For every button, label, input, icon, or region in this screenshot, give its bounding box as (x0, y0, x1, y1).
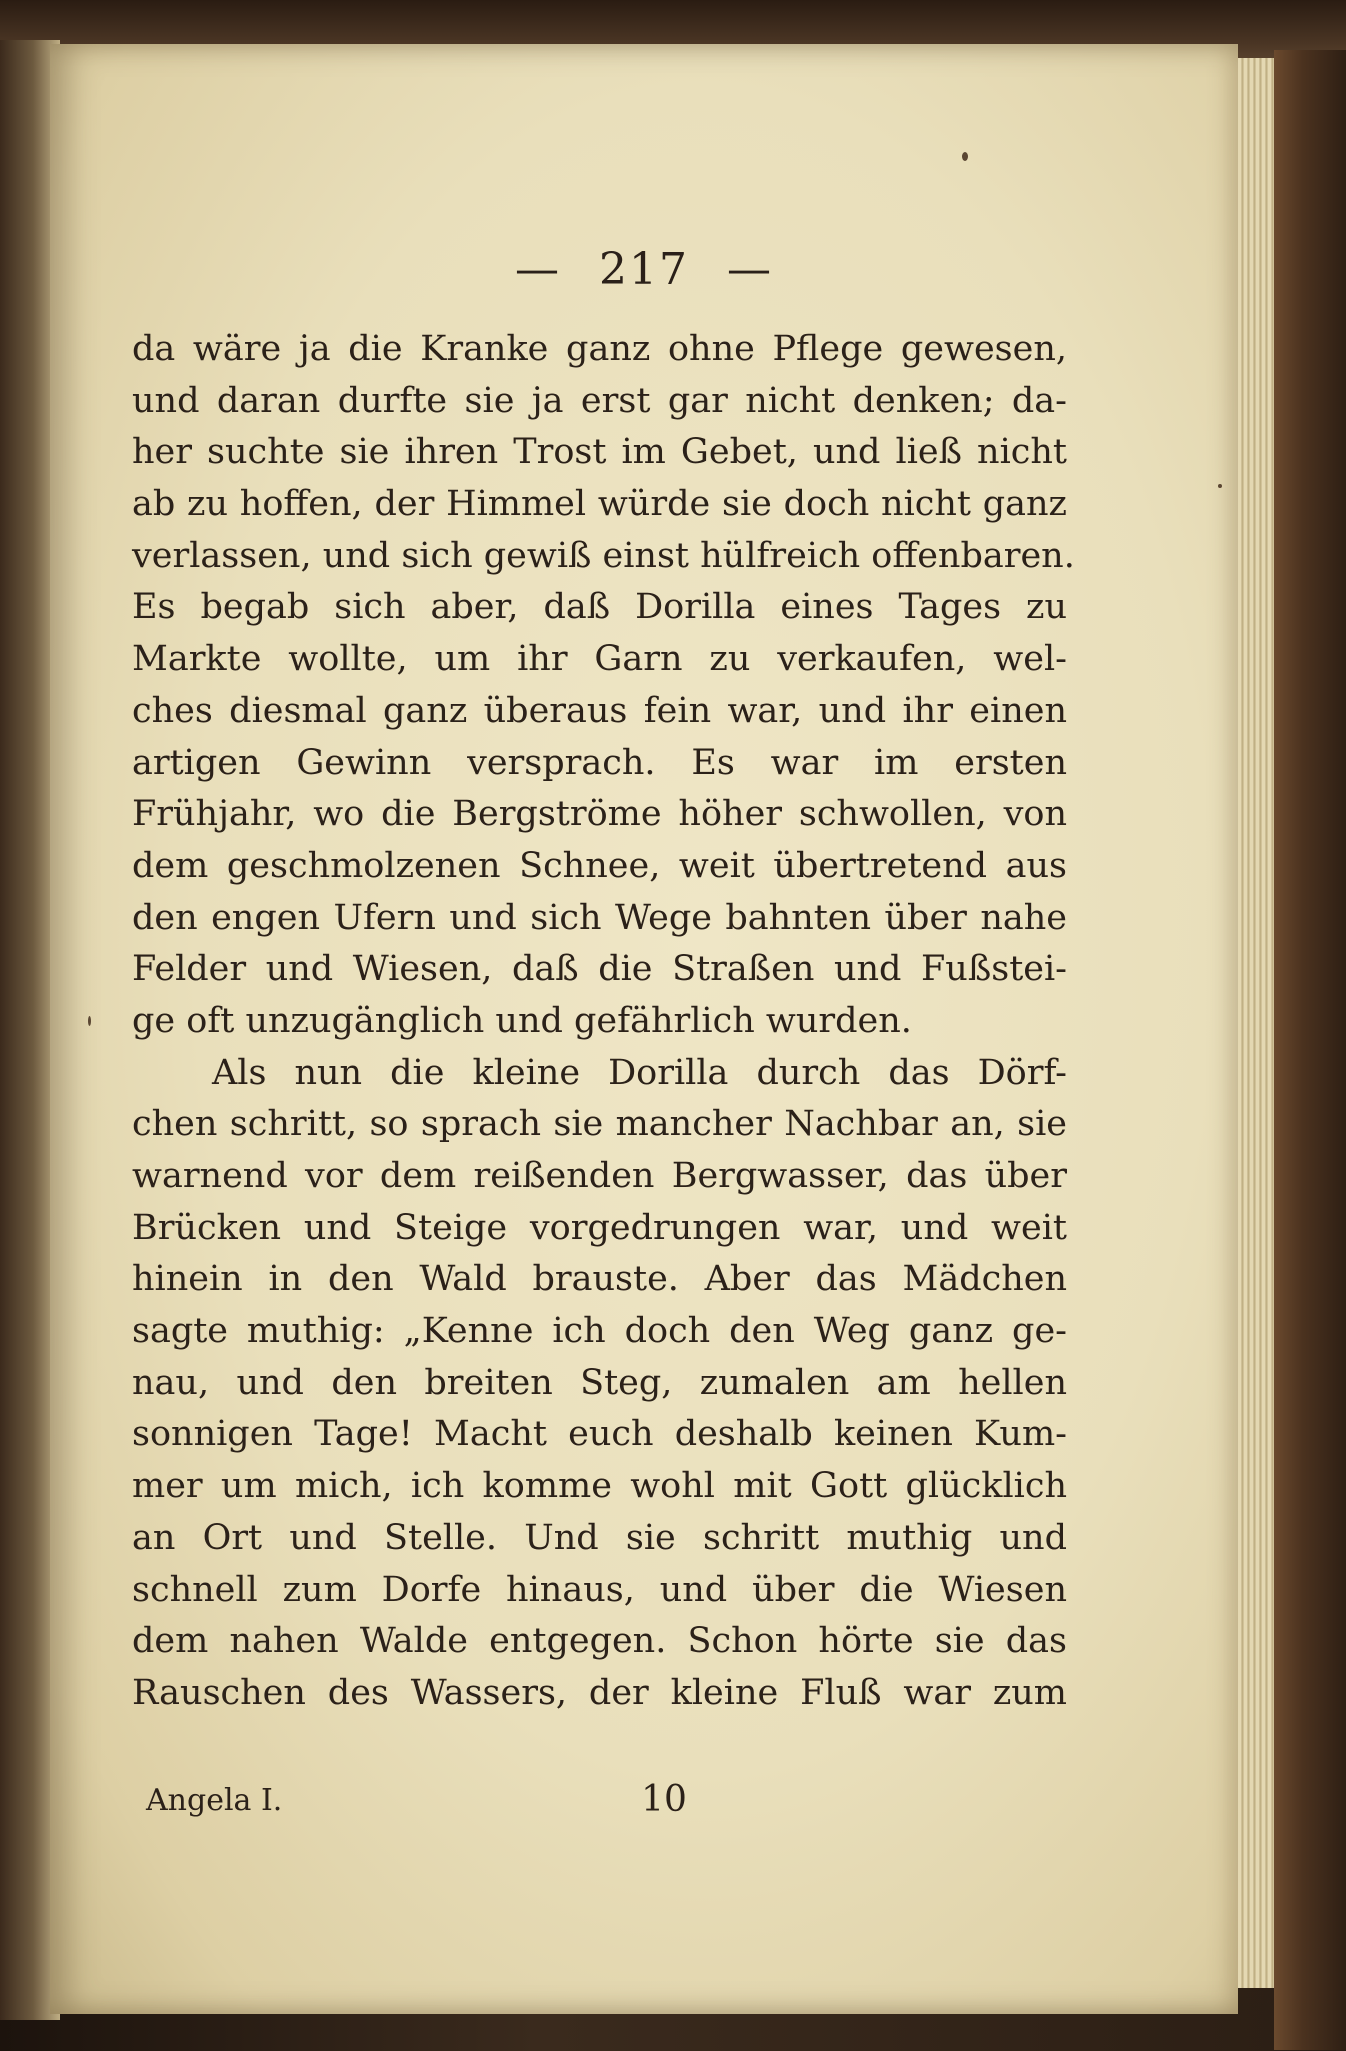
header-dash-left: — (515, 244, 561, 295)
sheet-number: 10 (641, 1779, 687, 1820)
text-line: chen schritt, so sprach sie mancher Nachbar an, sie (132, 1104, 1067, 1145)
page-number: 217 (599, 244, 689, 295)
ink-speck (962, 152, 968, 161)
text-line: dem geschmolzenen Schnee, weit übertretend aus (132, 845, 1067, 886)
text-line: sonnigen Tage! Macht euch deshalb keinen Kum- (132, 1414, 1067, 1455)
ink-speck (88, 1016, 91, 1026)
text-line: warnend vor dem reißenden Bergwasser, das über (132, 1156, 1067, 1196)
page-header (50, 244, 1238, 295)
page-stack-edge (1232, 58, 1274, 1988)
text-line: den engen Ufern und sich Wege bahnten über nahe (132, 897, 1067, 938)
text-line: Es begab sich aber, daß Dorilla eines Tages zu (132, 587, 1067, 628)
text-line: ab zu hoffen, der Himmel würde sie doch nicht ganz (132, 484, 1067, 525)
text-line: schnell zum Dorfe hinaus, und über die Wiesen (132, 1569, 1067, 1610)
text-line: Frühjahr, wo die Bergströme höher schwollen, von (132, 794, 1067, 835)
text-line: da wäre ja die Kranke ganz ohne Pflege gewesen, (132, 329, 1067, 369)
text-line: ches diesmal ganz überaus fein war, und ihr einen (132, 690, 1067, 731)
book-page (50, 44, 1238, 2014)
page-footer (50, 1779, 1238, 1829)
book-cover-right (1274, 50, 1346, 2050)
text-line: Als nun die kleine Dorilla durch das Dörf- (212, 1052, 1067, 1093)
text-line: an Ort und Stelle. Und sie schritt muthig und (132, 1517, 1067, 1558)
printer-signature: Angela I. (146, 1783, 283, 1818)
text-line: hinein in den Wald brauste. Aber das Mädchen (132, 1259, 1067, 1300)
ink-speck (1218, 484, 1222, 488)
text-line: nau, und den breiten Steg, zumalen am hellen (132, 1362, 1067, 1403)
text-line: mer um mich, ich komme wohl mit Gott glücklich (132, 1466, 1067, 1507)
body-text (132, 324, 1075, 1720)
text-line: ge oft unzugänglich und gefährlich wurden. (132, 1000, 912, 1041)
text-line: dem nahen Walde entgegen. Schon hörte sie das (132, 1621, 1067, 1662)
text-line: Rauschen des Wassers, der kleine Fluß war zum (132, 1672, 1067, 1713)
text-line: Felder und Wiesen, daß die Straßen und Fußstei- (132, 949, 1067, 990)
text-line: verlassen, und sich gewiß einst hülfreich offenbaren. (132, 535, 1075, 576)
text-line: und daran durfte sie ja erst gar nicht denken; da- (132, 380, 1067, 421)
header-dash-right: — (726, 244, 773, 295)
text-line: Brücken und Steige vorgedrungen war, und weit (132, 1207, 1067, 1248)
text-line: sagte muthig: „Kenne ich doch den Weg ganz ge- (132, 1311, 1067, 1352)
text-line: artigen Gewinn versprach. Es war im ersten (132, 742, 1067, 783)
text-line: her suchte sie ihren Trost im Gebet, und ließ nicht (132, 432, 1067, 473)
text-line: Markte wollte, um ihr Garn zu verkaufen, wel- (132, 639, 1067, 680)
